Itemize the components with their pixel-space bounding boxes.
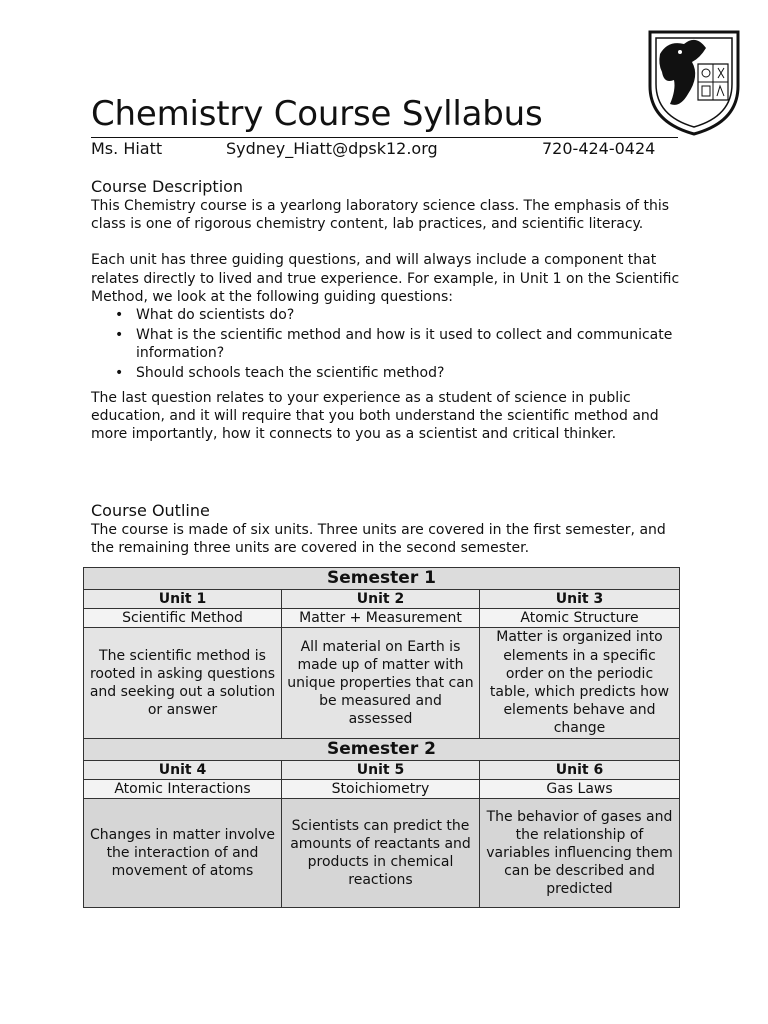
teacher-phone: 720-424-0424 [542,139,656,158]
unit-name-row [84,609,680,628]
unit-description: All material on Earth is made up of matter with unique properties that can be measured and assessed [282,628,480,738]
semester-title: Semester 1 [84,568,680,590]
unit-name: Scientific Method [84,609,282,628]
unit-description-row [84,628,680,738]
semester-table [83,567,680,908]
unit-number: Unit 4 [84,760,282,779]
unit-number: Unit 5 [282,760,480,779]
unit-number: Unit 3 [480,590,680,609]
list-item: • What do scientists do? [136,306,681,324]
panthers-logo [640,24,748,136]
unit-description: Changes in matter involve the interaction of and movement of atoms [84,799,282,908]
unit-description: The scientific method is rooted in asking questions and seeking out a solution or answer [84,628,282,738]
unit-number-row [84,760,680,779]
unit-name: Gas Laws [480,779,680,798]
semester-header-row [84,568,680,590]
semester-header-row [84,738,680,760]
list-item: • What is the scientific method and how is it used to collect and communicate information? [136,326,681,362]
unit-description: Matter is organized into elements in a specific order on the periodic table, which predicts how elements behave and change [480,628,680,738]
page-title: Chemistry Course Syllabus [91,94,543,134]
list-item: • Should schools teach the scientific method? [136,364,681,382]
guiding-questions-list [91,306,681,382]
unit-description: Scientists can predict the amounts of reactants and products in chemical reactions [282,799,480,908]
teacher-name: Ms. Hiatt [91,139,163,158]
course-description-section [91,177,681,444]
unit-name: Atomic Structure [480,609,680,628]
course-outline-heading: Course Outline [91,501,210,520]
unit-number: Unit 1 [84,590,282,609]
semester-title: Semester 2 [84,738,680,760]
unit-number-row [84,590,680,609]
unit-description: The behavior of gases and the relationship of variables influencing them can be described and predicted [480,799,680,908]
description-paragraph-3: The last question relates to your experience as a student of science in public education, and it will require that you both understand the scientific method and more importantly, how it connects to you as a scientist and critical thinker. [91,390,659,443]
unit-name-row [84,779,680,798]
teacher-email: Sydney_Hiatt@dpsk12.org [226,139,438,158]
unit-name: Stoichiometry [282,779,480,798]
description-paragraph-2: Each unit has three guiding questions, and will always include a component that relates directly to lived and true experience. For example, in Unit 1 on the Scientific Method, we look at the following guiding questions: [91,252,680,305]
unit-description-row [84,799,680,908]
course-outline-section [91,501,681,557]
outline-paragraph: The course is made of six units. Three units are covered in the first semester, and the remaining three units are covered in the second semester. [91,522,666,557]
title-rule [91,137,678,138]
course-description-heading: Course Description [91,177,244,196]
unit-name: Matter + Measurement [282,609,480,628]
description-paragraph-1: This Chemistry course is a yearlong laboratory science class. The emphasis of this class is one of rigorous chemistry content, lab practices, and scientific literacy. [91,198,670,233]
unit-name: Atomic Interactions [84,779,282,798]
unit-number: Unit 2 [282,590,480,609]
unit-number: Unit 6 [480,760,680,779]
